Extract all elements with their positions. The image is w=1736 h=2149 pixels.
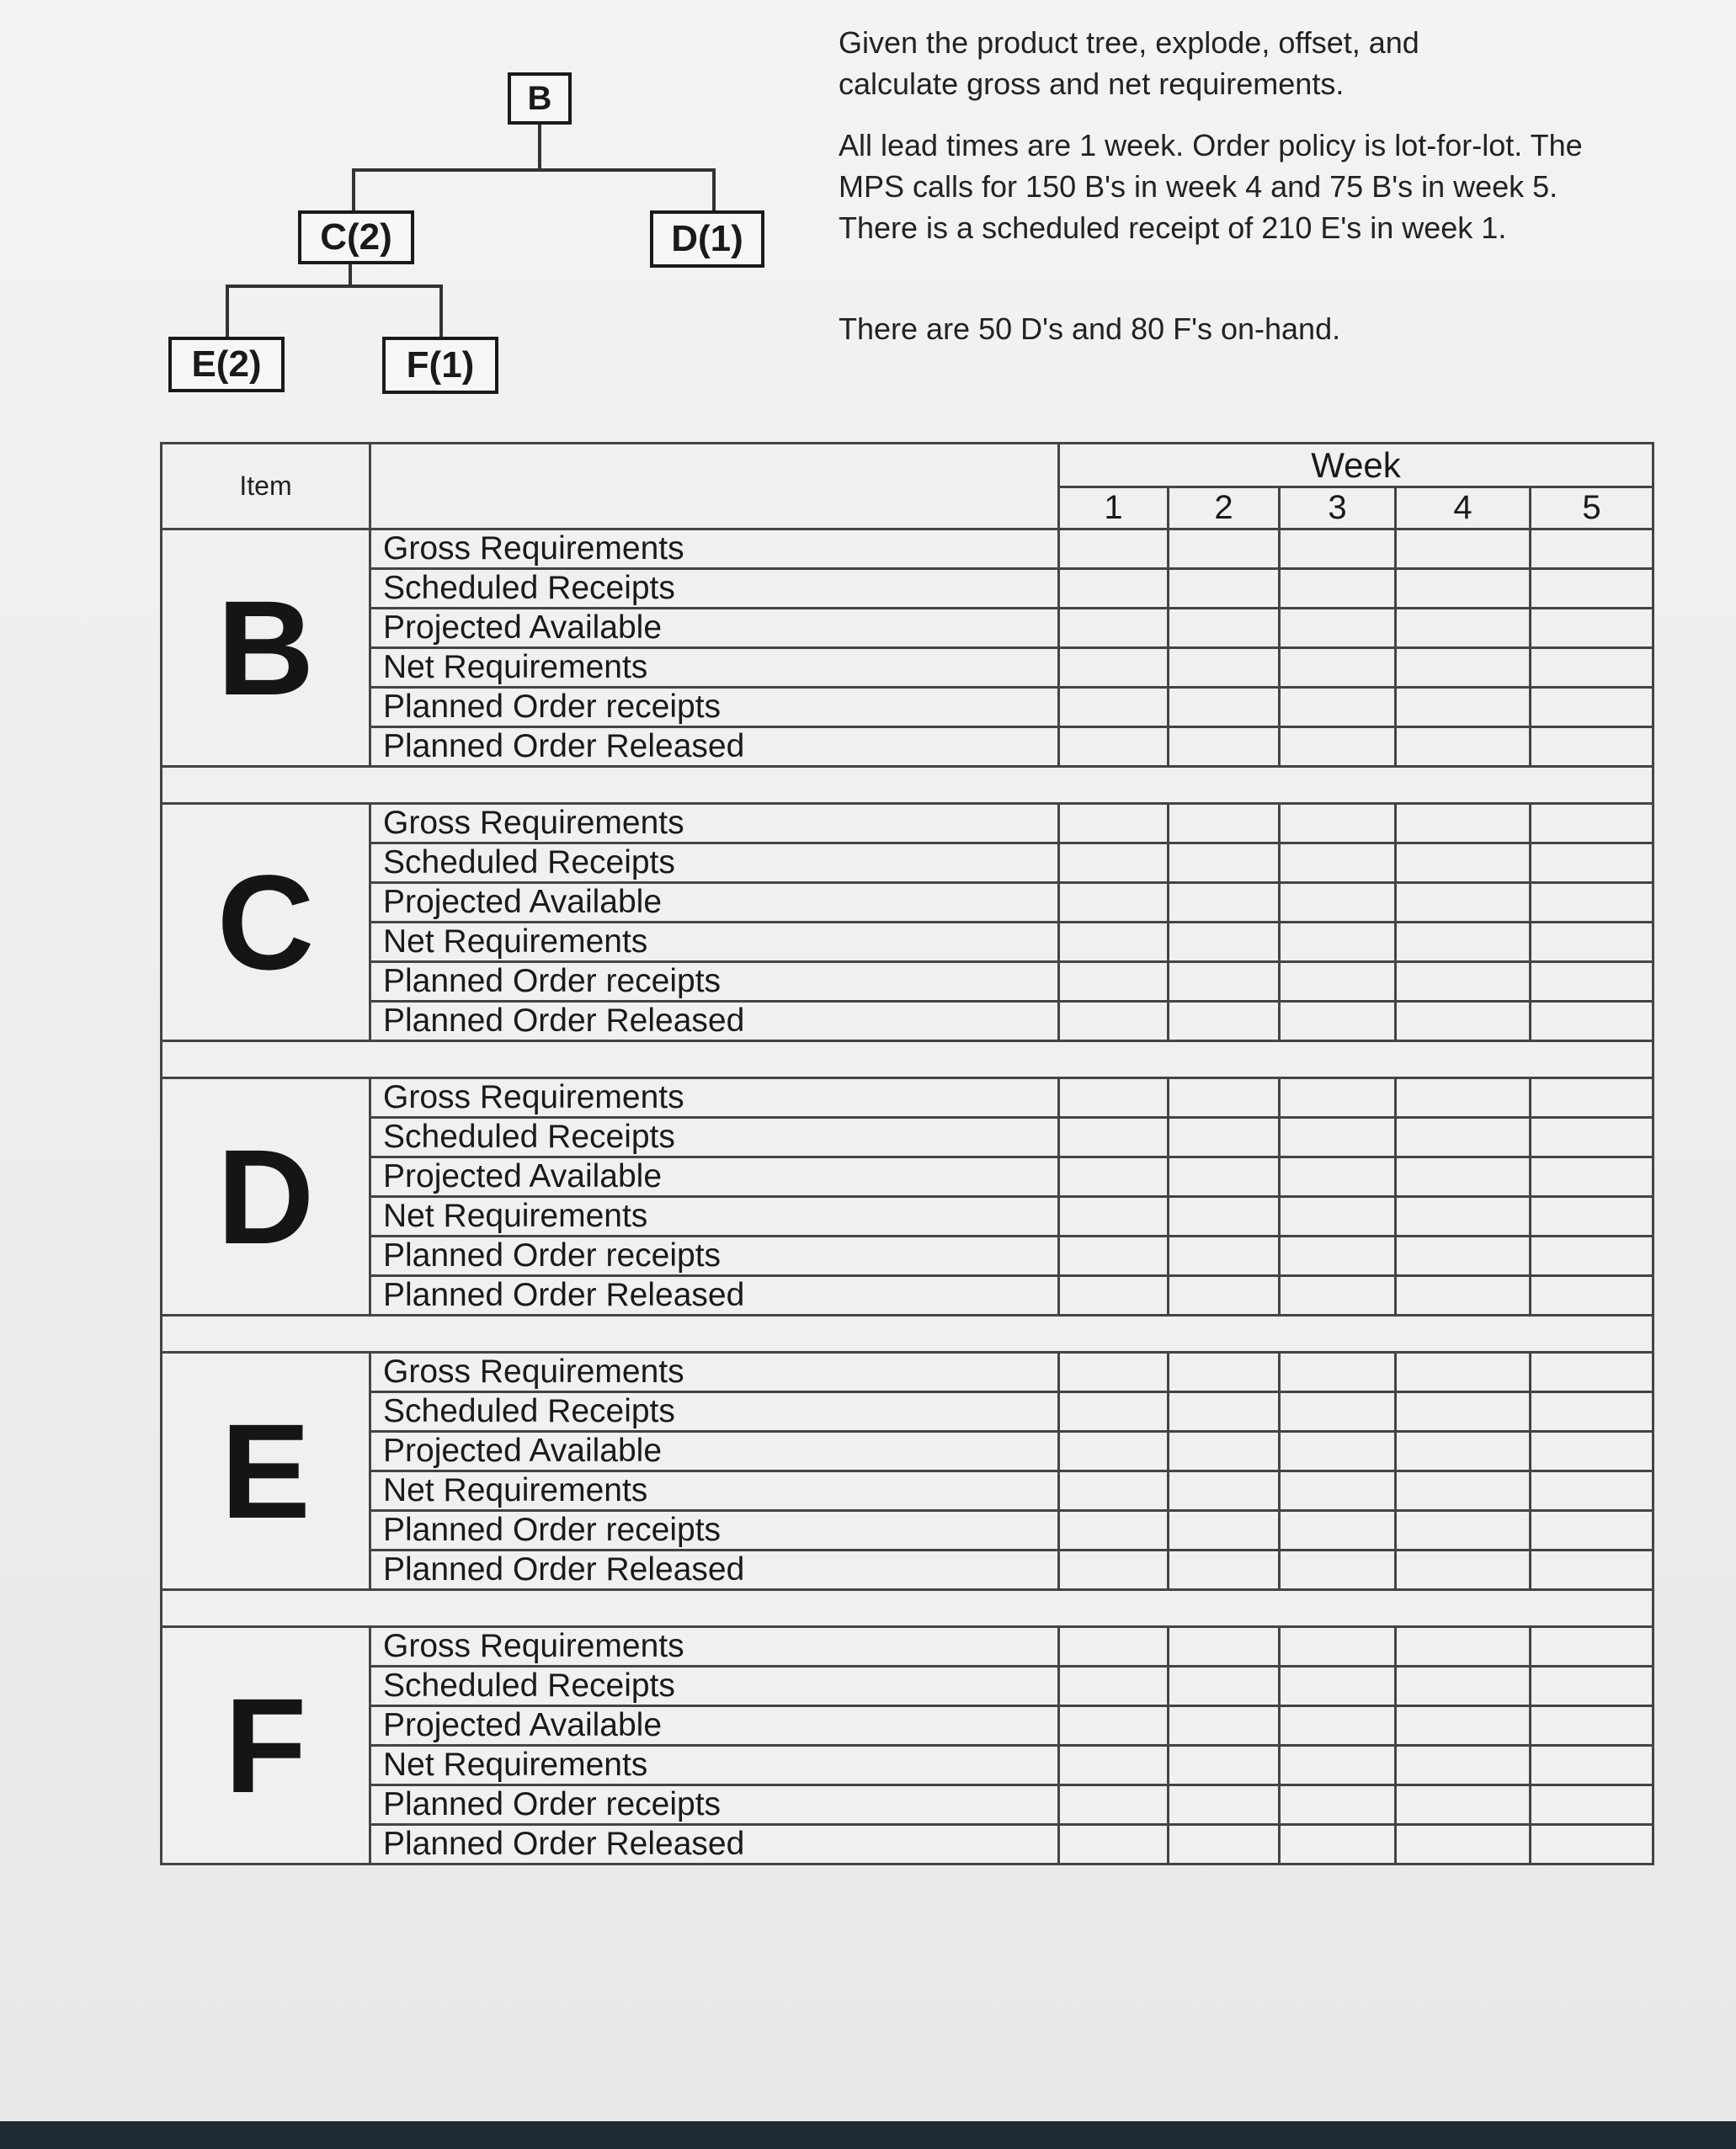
- answer-cell[interactable]: [1280, 1197, 1396, 1237]
- answer-cell[interactable]: [1396, 688, 1531, 727]
- answer-cell[interactable]: [1059, 1197, 1169, 1237]
- answer-cell[interactable]: [1059, 609, 1169, 648]
- row-label: Gross Requirements: [370, 804, 1059, 843]
- answer-cell[interactable]: [1059, 1002, 1169, 1041]
- answer-cell[interactable]: [1280, 1785, 1396, 1825]
- answer-cell[interactable]: [1059, 529, 1169, 569]
- answer-cell[interactable]: [1531, 1746, 1653, 1785]
- answer-cell[interactable]: [1396, 1785, 1531, 1825]
- answer-cell[interactable]: [1059, 804, 1169, 843]
- answer-cell[interactable]: [1280, 1746, 1396, 1785]
- answer-cell[interactable]: [1280, 843, 1396, 883]
- table-row: [162, 1157, 1653, 1197]
- row-label: Planned Order receipts: [370, 1511, 1059, 1551]
- answer-cell[interactable]: [1059, 1118, 1169, 1157]
- table-row: [162, 1002, 1653, 1041]
- answer-cell[interactable]: [1059, 923, 1169, 962]
- answer-cell[interactable]: [1059, 1627, 1169, 1667]
- answer-cell[interactable]: [1396, 569, 1531, 609]
- answer-cell[interactable]: [1531, 1276, 1653, 1316]
- answer-cell[interactable]: [1396, 923, 1531, 962]
- table-row: [162, 1551, 1653, 1590]
- week-number-header: 2: [1169, 487, 1280, 529]
- row-label: Projected Available: [370, 1432, 1059, 1471]
- answer-cell[interactable]: [1396, 1237, 1531, 1276]
- answer-cell[interactable]: [1059, 1551, 1169, 1590]
- answer-cell[interactable]: [1169, 1078, 1280, 1118]
- answer-cell[interactable]: [1280, 1353, 1396, 1392]
- table-row: [162, 1667, 1653, 1706]
- row-label: Net Requirements: [370, 1197, 1059, 1237]
- answer-cell[interactable]: [1280, 1627, 1396, 1667]
- answer-cell[interactable]: [1396, 1078, 1531, 1118]
- table-row: [162, 804, 1653, 843]
- item-separator: [162, 1041, 1653, 1078]
- item-label-e: E: [162, 1353, 370, 1590]
- row-label: Projected Available: [370, 609, 1059, 648]
- answer-cell[interactable]: [1280, 962, 1396, 1002]
- answer-cell[interactable]: [1396, 529, 1531, 569]
- answer-cell[interactable]: [1059, 1276, 1169, 1316]
- answer-cell[interactable]: [1169, 1785, 1280, 1825]
- row-label: Net Requirements: [370, 648, 1059, 688]
- answer-cell[interactable]: [1531, 529, 1653, 569]
- row-label: Gross Requirements: [370, 1353, 1059, 1392]
- answer-cell[interactable]: [1280, 804, 1396, 843]
- answer-cell[interactable]: [1396, 648, 1531, 688]
- row-label: Net Requirements: [370, 923, 1059, 962]
- answer-cell[interactable]: [1059, 1667, 1169, 1706]
- answer-cell[interactable]: [1396, 1627, 1531, 1667]
- answer-cell[interactable]: [1280, 1825, 1396, 1864]
- answer-cell[interactable]: [1169, 962, 1280, 1002]
- answer-cell[interactable]: [1531, 1078, 1653, 1118]
- answer-cell[interactable]: [1169, 727, 1280, 767]
- answer-cell[interactable]: [1396, 1551, 1531, 1590]
- week-number-header: 3: [1280, 487, 1396, 529]
- answer-cell[interactable]: [1059, 1078, 1169, 1118]
- table-row: [162, 727, 1653, 767]
- answer-cell[interactable]: [1169, 1511, 1280, 1551]
- separator-cell: [162, 1041, 1653, 1078]
- answer-cell[interactable]: [1396, 1392, 1531, 1432]
- answer-cell[interactable]: [1169, 1197, 1280, 1237]
- item-separator: [162, 1316, 1653, 1353]
- week-number-header: 1: [1059, 487, 1169, 529]
- answer-cell[interactable]: [1396, 1197, 1531, 1237]
- answer-cell[interactable]: [1531, 1197, 1653, 1237]
- answer-cell[interactable]: [1280, 727, 1396, 767]
- row-label: Planned Order receipts: [370, 1237, 1059, 1276]
- answer-cell[interactable]: [1396, 1667, 1531, 1706]
- answer-cell[interactable]: [1531, 1237, 1653, 1276]
- answer-cell[interactable]: [1531, 1118, 1653, 1157]
- answer-cell[interactable]: [1169, 1432, 1280, 1471]
- answer-cell[interactable]: [1280, 1667, 1396, 1706]
- row-label: Planned Order Released: [370, 727, 1059, 767]
- row-label: Scheduled Receipts: [370, 843, 1059, 883]
- answer-cell[interactable]: [1531, 1706, 1653, 1746]
- answer-cell[interactable]: [1531, 727, 1653, 767]
- table-row: [162, 1471, 1653, 1511]
- tree-connector: [352, 168, 716, 172]
- answer-cell[interactable]: [1531, 1667, 1653, 1706]
- answer-cell[interactable]: [1396, 1353, 1531, 1392]
- answer-cell[interactable]: [1059, 1746, 1169, 1785]
- answer-cell[interactable]: [1396, 1706, 1531, 1746]
- row-label: Scheduled Receipts: [370, 1118, 1059, 1157]
- answer-cell[interactable]: [1059, 1706, 1169, 1746]
- answer-cell[interactable]: [1169, 1392, 1280, 1432]
- table-row: [162, 1432, 1653, 1471]
- table-row: [162, 1078, 1653, 1118]
- answer-cell[interactable]: [1396, 804, 1531, 843]
- table-row: [162, 1118, 1653, 1157]
- tree-connector: [352, 168, 355, 212]
- item-label-c: C: [162, 804, 370, 1041]
- answer-cell[interactable]: [1531, 883, 1653, 923]
- item-label-d: D: [162, 1078, 370, 1316]
- row-label: Planned Order receipts: [370, 688, 1059, 727]
- tree-connector: [349, 264, 352, 286]
- row-label: Scheduled Receipts: [370, 1667, 1059, 1706]
- table-row: [162, 1627, 1653, 1667]
- row-label: Planned Order Released: [370, 1002, 1059, 1041]
- answer-cell[interactable]: [1531, 1002, 1653, 1041]
- table-row: [162, 843, 1653, 883]
- table-row: [162, 962, 1653, 1002]
- answer-cell[interactable]: [1059, 569, 1169, 609]
- answer-cell[interactable]: [1531, 1392, 1653, 1432]
- answer-cell[interactable]: [1169, 1276, 1280, 1316]
- separator-cell: [162, 1316, 1653, 1353]
- answer-cell[interactable]: [1059, 1511, 1169, 1551]
- answer-cell[interactable]: [1059, 962, 1169, 1002]
- row-label: Planned Order receipts: [370, 1785, 1059, 1825]
- tree-connector: [439, 285, 443, 338]
- answer-cell[interactable]: [1169, 1627, 1280, 1667]
- answer-cell[interactable]: [1280, 923, 1396, 962]
- answer-cell[interactable]: [1059, 1785, 1169, 1825]
- answer-cell[interactable]: [1531, 1551, 1653, 1590]
- table-row: [162, 1197, 1653, 1237]
- answer-cell[interactable]: [1280, 1471, 1396, 1511]
- answer-cell[interactable]: [1396, 1511, 1531, 1551]
- answer-cell[interactable]: [1169, 1157, 1280, 1197]
- answer-cell[interactable]: [1169, 569, 1280, 609]
- row-label: Projected Available: [370, 1706, 1059, 1746]
- item-label-f: F: [162, 1627, 370, 1864]
- answer-cell[interactable]: [1169, 923, 1280, 962]
- item-separator: [162, 767, 1653, 804]
- row-label: Projected Available: [370, 1157, 1059, 1197]
- answer-cell[interactable]: [1280, 1511, 1396, 1551]
- row-label: Gross Requirements: [370, 1627, 1059, 1667]
- answer-cell[interactable]: [1059, 1237, 1169, 1276]
- row-label: Scheduled Receipts: [370, 569, 1059, 609]
- row-label: Scheduled Receipts: [370, 1392, 1059, 1432]
- tree-connector: [712, 168, 716, 212]
- answer-cell[interactable]: [1531, 1785, 1653, 1825]
- table-row: [162, 688, 1653, 727]
- answer-cell[interactable]: [1169, 609, 1280, 648]
- answer-cell[interactable]: [1169, 1746, 1280, 1785]
- separator-cell: [162, 767, 1653, 804]
- answer-cell[interactable]: [1396, 609, 1531, 648]
- answer-cell[interactable]: [1169, 1667, 1280, 1706]
- answer-cell[interactable]: [1280, 883, 1396, 923]
- answer-cell[interactable]: [1169, 843, 1280, 883]
- answer-cell[interactable]: [1396, 1157, 1531, 1197]
- answer-cell[interactable]: [1396, 1825, 1531, 1864]
- table-row: [162, 609, 1653, 648]
- answer-cell[interactable]: [1169, 529, 1280, 569]
- row-label: Gross Requirements: [370, 1078, 1059, 1118]
- row-label: Planned Order Released: [370, 1825, 1059, 1864]
- screen-bezel: [0, 2121, 1736, 2149]
- row-label: Planned Order receipts: [370, 962, 1059, 1002]
- answer-cell[interactable]: [1059, 688, 1169, 727]
- answer-cell[interactable]: [1396, 1471, 1531, 1511]
- answer-cell[interactable]: [1280, 1551, 1396, 1590]
- answer-cell[interactable]: [1169, 1237, 1280, 1276]
- answer-cell[interactable]: [1280, 1002, 1396, 1041]
- table-row: [162, 1785, 1653, 1825]
- week-header: Week: [1059, 444, 1653, 487]
- answer-cell[interactable]: [1059, 648, 1169, 688]
- table-row: [162, 1511, 1653, 1551]
- table-row: [162, 1392, 1653, 1432]
- tree-connector: [538, 125, 541, 170]
- tree-node-d: D(1): [650, 210, 764, 268]
- answer-cell[interactable]: [1059, 1471, 1169, 1511]
- answer-cell[interactable]: [1280, 569, 1396, 609]
- answer-cell[interactable]: [1531, 1432, 1653, 1471]
- table-row: [162, 1825, 1653, 1864]
- row-label: Gross Requirements: [370, 529, 1059, 569]
- answer-cell[interactable]: [1531, 923, 1653, 962]
- answer-cell[interactable]: [1169, 1706, 1280, 1746]
- table-row: [162, 1706, 1653, 1746]
- answer-cell[interactable]: [1531, 1157, 1653, 1197]
- separator-cell: [162, 1590, 1653, 1627]
- tree-node-f: F(1): [382, 337, 498, 394]
- answer-cell[interactable]: [1059, 1825, 1169, 1864]
- answer-cell[interactable]: [1531, 1627, 1653, 1667]
- answer-cell[interactable]: [1280, 1392, 1396, 1432]
- answer-cell[interactable]: [1396, 1746, 1531, 1785]
- row-label: Planned Order Released: [370, 1551, 1059, 1590]
- table-row: [162, 1237, 1653, 1276]
- row-label: Planned Order Released: [370, 1276, 1059, 1316]
- answer-cell[interactable]: [1280, 1157, 1396, 1197]
- answer-cell[interactable]: [1280, 1276, 1396, 1316]
- table-row: [162, 923, 1653, 962]
- answer-cell[interactable]: [1169, 883, 1280, 923]
- table-row: [162, 569, 1653, 609]
- answer-cell[interactable]: [1169, 1825, 1280, 1864]
- answer-cell[interactable]: [1396, 1118, 1531, 1157]
- answer-cell[interactable]: [1280, 688, 1396, 727]
- answer-cell[interactable]: [1531, 648, 1653, 688]
- answer-cell[interactable]: [1280, 1706, 1396, 1746]
- answer-cell[interactable]: [1531, 1825, 1653, 1864]
- table-row: [162, 883, 1653, 923]
- answer-cell[interactable]: [1280, 1118, 1396, 1157]
- item-label-b: B: [162, 529, 370, 767]
- answer-cell[interactable]: [1280, 609, 1396, 648]
- answer-cell[interactable]: [1396, 843, 1531, 883]
- answer-cell[interactable]: [1396, 1002, 1531, 1041]
- answer-cell[interactable]: [1531, 1471, 1653, 1511]
- item-column-header: Item: [162, 444, 370, 529]
- problem-conditions: All lead times are 1 week. Order policy is lot-for-lot. The MPS calls for 150 B's in week 4 and 75 B's in week 5. There is a scheduled receipt of 210 E's in week 1.: [839, 128, 1583, 245]
- answer-cell[interactable]: [1531, 688, 1653, 727]
- table-row: [162, 1276, 1653, 1316]
- row-label: Projected Available: [370, 883, 1059, 923]
- answer-cell[interactable]: [1396, 883, 1531, 923]
- answer-cell[interactable]: [1169, 804, 1280, 843]
- answer-cell[interactable]: [1396, 1276, 1531, 1316]
- tree-connector: [226, 285, 443, 288]
- tree-node-root: B: [508, 72, 572, 125]
- answer-cell[interactable]: [1169, 1551, 1280, 1590]
- answer-cell[interactable]: [1059, 727, 1169, 767]
- answer-cell[interactable]: [1169, 688, 1280, 727]
- answer-cell[interactable]: [1531, 1353, 1653, 1392]
- answer-cell[interactable]: [1531, 609, 1653, 648]
- answer-cell[interactable]: [1059, 1353, 1169, 1392]
- answer-cell[interactable]: [1280, 648, 1396, 688]
- row-label-column-header: [370, 444, 1059, 529]
- problem-intro: Given the product tree, explode, offset, and calculate gross and net requirements.: [839, 25, 1419, 101]
- answer-cell[interactable]: [1280, 529, 1396, 569]
- table-row: [162, 1353, 1653, 1392]
- answer-cell[interactable]: [1059, 1157, 1169, 1197]
- answer-cell[interactable]: [1531, 962, 1653, 1002]
- mrp-table: [160, 442, 1654, 1865]
- answer-cell[interactable]: [1396, 1432, 1531, 1471]
- row-label: Net Requirements: [370, 1746, 1059, 1785]
- answer-cell[interactable]: [1169, 1471, 1280, 1511]
- answer-cell[interactable]: [1169, 1002, 1280, 1041]
- table-row: [162, 529, 1653, 569]
- answer-cell[interactable]: [1280, 1078, 1396, 1118]
- row-label: Net Requirements: [370, 1471, 1059, 1511]
- answer-cell[interactable]: [1059, 1432, 1169, 1471]
- problem-onhand: There are 50 D's and 80 F's on-hand.: [839, 311, 1341, 346]
- answer-cell[interactable]: [1280, 1237, 1396, 1276]
- answer-cell[interactable]: [1396, 727, 1531, 767]
- tree-connector: [226, 285, 229, 338]
- answer-cell[interactable]: [1280, 1432, 1396, 1471]
- week-number-header: 4: [1396, 487, 1531, 529]
- answer-cell[interactable]: [1059, 843, 1169, 883]
- tree-node-e: E(2): [168, 337, 285, 392]
- table-row: [162, 1746, 1653, 1785]
- tree-node-c: C(2): [298, 210, 414, 264]
- table-row: [162, 648, 1653, 688]
- answer-cell[interactable]: [1059, 883, 1169, 923]
- answer-cell[interactable]: [1169, 1118, 1280, 1157]
- item-separator: [162, 1590, 1653, 1627]
- answer-cell[interactable]: [1531, 804, 1653, 843]
- answer-cell[interactable]: [1531, 569, 1653, 609]
- answer-cell[interactable]: [1531, 843, 1653, 883]
- week-number-header: 5: [1531, 487, 1653, 529]
- answer-cell[interactable]: [1531, 1511, 1653, 1551]
- answer-cell[interactable]: [1396, 962, 1531, 1002]
- answer-cell[interactable]: [1169, 1353, 1280, 1392]
- answer-cell[interactable]: [1169, 648, 1280, 688]
- answer-cell[interactable]: [1059, 1392, 1169, 1432]
